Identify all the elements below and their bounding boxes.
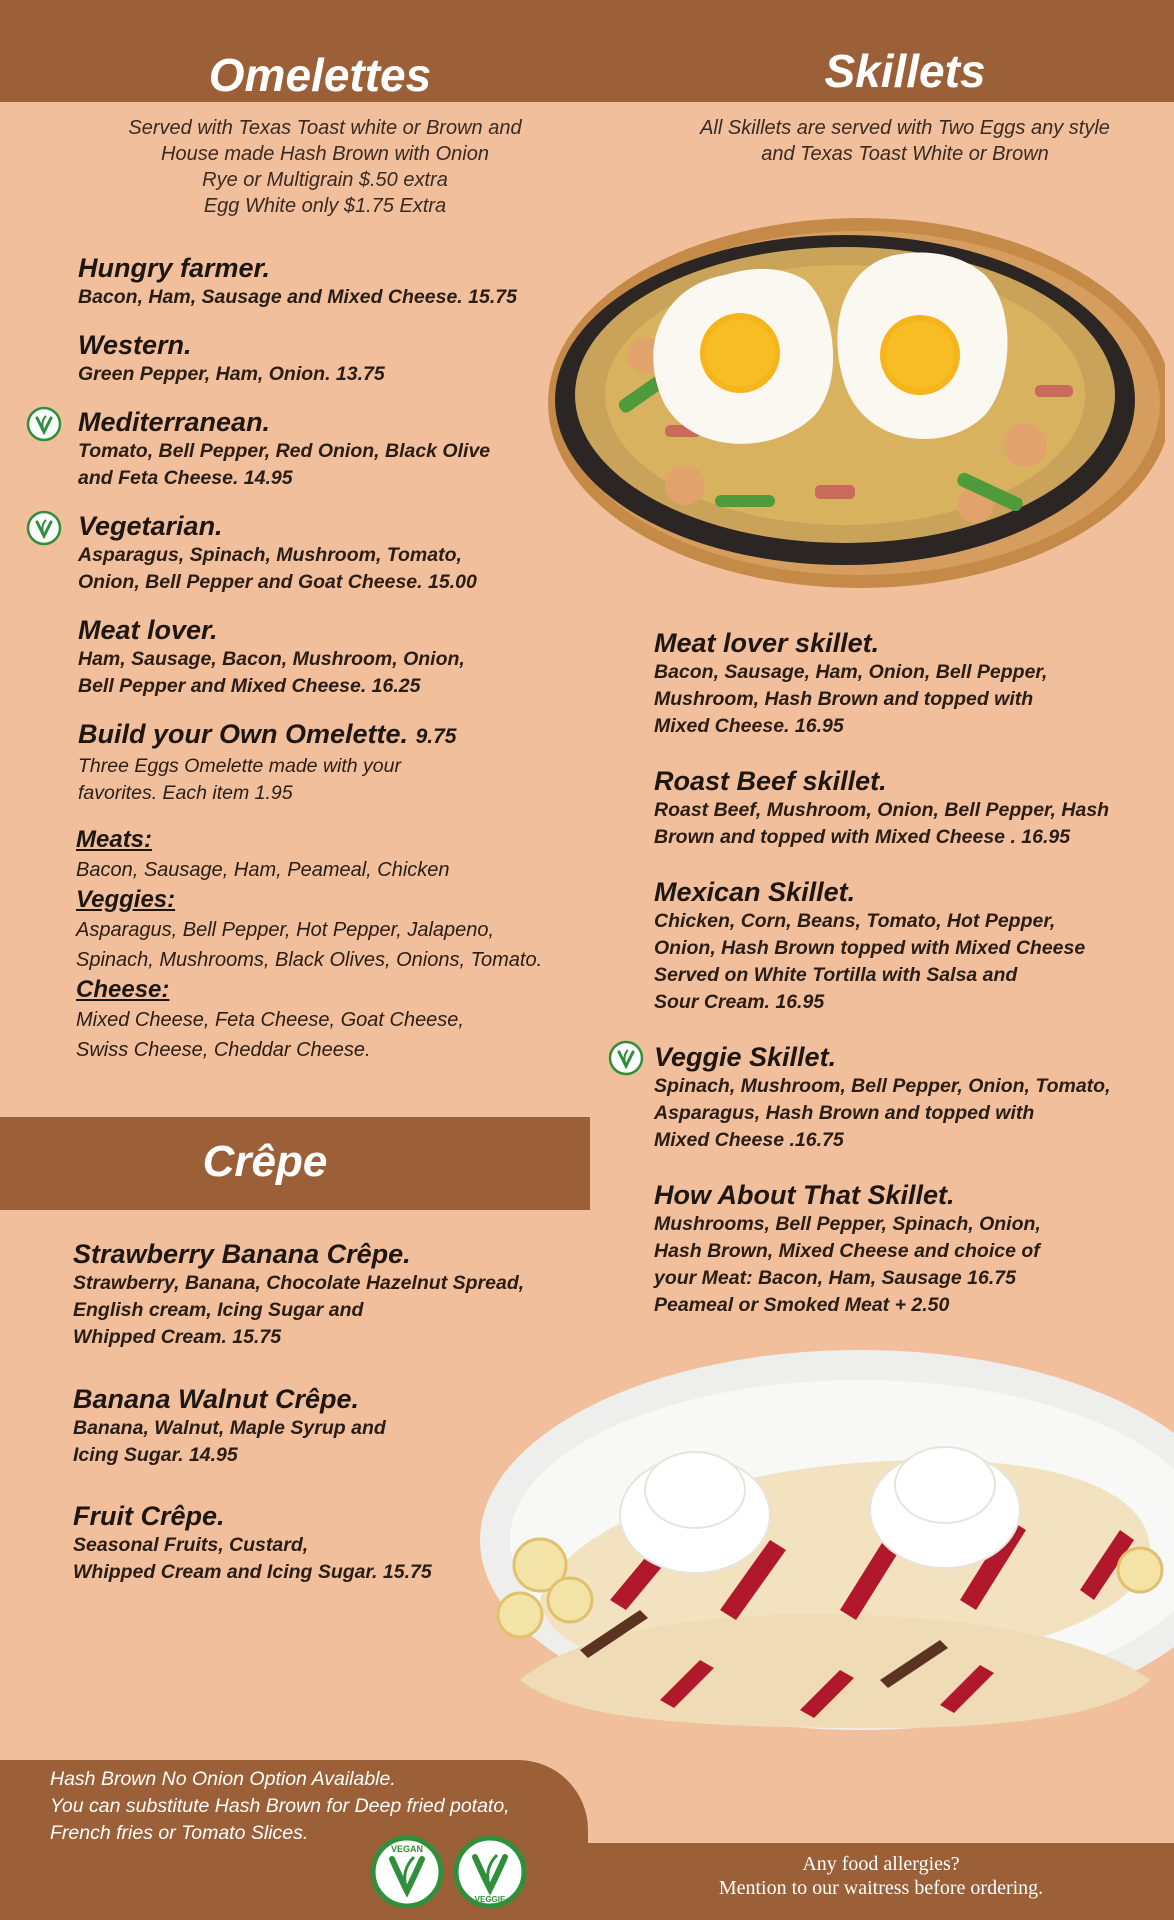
item-desc: Three Eggs Omelette made with your: [78, 755, 401, 777]
item-desc: Served on White Tortilla with Salsa and: [654, 964, 1018, 986]
note-line: Hash Brown No Onion Option Available.: [50, 1768, 396, 1790]
intro-line: Egg White only $1.75 Extra: [203, 195, 447, 217]
omelettes-intro: [90, 115, 560, 219]
category-list: Spinach, Mushrooms, Black Olives, Onions, Tomato.: [76, 949, 543, 971]
intro-line: Rye or Multigrain $.50 extra: [202, 169, 448, 191]
item-title: Roast Beef skillet.: [654, 766, 887, 796]
category-list: Mixed Cheese, Feta Cheese, Goat Cheese,: [76, 1009, 464, 1031]
allergy-text: [588, 1852, 1174, 1900]
veggie-badge-icon: [453, 1835, 527, 1909]
item-desc: Mixed Cheese. 16.95: [654, 715, 844, 737]
item-desc: Hash Brown, Mixed Cheese and choice of: [654, 1240, 1040, 1262]
omelettes-title: Omelettes: [208, 49, 432, 101]
crepe-photo: [460, 1350, 1174, 1760]
note-line: French fries or Tomato Slices.: [50, 1822, 309, 1844]
omelette-item-meat-lover: [78, 614, 578, 700]
item-title: Western.: [78, 330, 192, 360]
allergy-line: Any food allergies?: [802, 1853, 960, 1875]
item-desc: English cream, Icing Sugar and: [73, 1299, 364, 1321]
item-desc: and Feta Cheese. 14.95: [78, 467, 293, 489]
skillets-intro: [660, 115, 1150, 167]
item-title: Mediterranean.: [78, 407, 271, 437]
crepe-item-strawberry-banana: [73, 1238, 593, 1351]
skillet-item-roast-beef: [654, 765, 1164, 851]
vegan-leaf-icon: [26, 406, 62, 442]
item-desc: Seasonal Fruits, Custard,: [73, 1534, 309, 1556]
item-desc: Strawberry, Banana, Chocolate Hazelnut Spread,: [73, 1272, 525, 1294]
item-desc: Chicken, Corn, Beans, Tomato, Hot Pepper,: [654, 910, 1056, 932]
item-title: Meat lover.: [78, 615, 218, 645]
omelette-item-vegetarian: [78, 510, 578, 596]
omelette-item-western: [78, 329, 558, 388]
item-desc: Bell Pepper and Mixed Cheese. 16.25: [78, 675, 421, 697]
item-desc: Peameal or Smoked Meat + 2.50: [654, 1294, 950, 1316]
item-desc: Tomato, Bell Pepper, Red Onion, Black Olive: [78, 440, 491, 462]
item-title: Strawberry Banana Crêpe.: [73, 1239, 411, 1269]
item-title: Mexican Skillet.: [654, 877, 856, 907]
item-desc: Mushrooms, Bell Pepper, Spinach, Onion,: [654, 1213, 1041, 1235]
omelette-item-mediterranean: [78, 406, 578, 492]
item-desc: Sour Cream. 16.95: [654, 991, 825, 1013]
build-name: Build your Own Omelette.: [78, 719, 409, 749]
vegan-leaf-icon: [608, 1040, 644, 1076]
skillet-photo: [515, 185, 1165, 605]
vegan-leaf-icon: [26, 510, 62, 546]
note-line: You can substitute Hash Brown for Deep fried potato,: [50, 1795, 510, 1817]
item-desc: Ham, Sausage, Bacon, Mushroom, Onion,: [78, 648, 465, 670]
item-desc: Onion, Hash Brown topped with Mixed Cheese: [654, 937, 1086, 959]
item-desc: Mushroom, Hash Brown and topped with: [654, 688, 1034, 710]
omelette-categories: [76, 825, 596, 1065]
vegan-badge-icon: [370, 1835, 444, 1909]
intro-line: All Skillets are served with Two Eggs any style: [700, 117, 1110, 139]
crepe-title: Crêpe: [202, 1137, 328, 1186]
veggie-badge-label: VEGGIE: [474, 1895, 506, 1904]
item-desc: Bacon, Ham, Sausage and Mixed Cheese. 15.75: [78, 286, 517, 308]
category-title-cheese: Cheese:: [76, 976, 170, 1003]
category-list: Swiss Cheese, Cheddar Cheese.: [76, 1039, 371, 1061]
item-title: [78, 718, 578, 753]
item-desc: Whipped Cream. 15.75: [73, 1326, 282, 1348]
intro-line: Served with Texas Toast white or Brown and: [128, 117, 522, 139]
item-desc: Mixed Cheese .16.75: [654, 1129, 844, 1151]
item-desc: Spinach, Mushroom, Bell Pepper, Onion, Tomato,: [654, 1075, 1111, 1097]
item-desc: Asparagus, Hash Brown and topped with: [654, 1102, 1035, 1124]
item-title: Meat lover skillet.: [654, 628, 880, 658]
skillet-item-meat-lover: [654, 627, 1154, 740]
item-desc: Whipped Cream and Icing Sugar. 15.75: [73, 1561, 432, 1583]
skillet-item-mexican: [654, 876, 1164, 1016]
item-desc: Onion, Bell Pepper and Goat Cheese. 15.00: [78, 571, 477, 593]
vegan-badge-label: VEGAN: [390, 1844, 424, 1854]
skillet-item-veggie: [654, 1041, 1164, 1154]
item-desc: Asparagus, Spinach, Mushroom, Tomato,: [78, 544, 462, 566]
item-desc: Roast Beef, Mushroom, Onion, Bell Pepper, Hash: [654, 799, 1110, 821]
skillet-item-how-about-that: [654, 1179, 1164, 1319]
omelette-item-hungry-farmer: [78, 252, 558, 311]
item-desc: favorites. Each item 1.95: [78, 782, 293, 804]
item-desc: Green Pepper, Ham, Onion. 13.75: [78, 363, 385, 385]
allergy-line: Mention to our waitress before ordering.: [718, 1877, 1044, 1899]
item-title: How About That Skillet.: [654, 1180, 955, 1210]
intro-line: House made Hash Brown with Onion: [161, 143, 489, 165]
omelette-build-your-own: [78, 718, 578, 807]
item-title: Vegetarian.: [78, 511, 223, 541]
category-list: Bacon, Sausage, Ham, Peameal, Chicken: [76, 859, 450, 881]
intro-line: and Texas Toast White or Brown: [761, 143, 1049, 165]
item-title: Banana Walnut Crêpe.: [73, 1384, 360, 1414]
item-desc: Bacon, Sausage, Ham, Onion, Bell Pepper,: [654, 661, 1048, 683]
item-desc: Icing Sugar. 14.95: [73, 1444, 238, 1466]
build-price: 9.75: [415, 725, 457, 748]
item-title: Fruit Crêpe.: [73, 1501, 225, 1531]
category-title-veggies: Veggies:: [76, 886, 176, 913]
item-desc: your Meat: Bacon, Ham, Sausage 16.75: [654, 1267, 1016, 1289]
item-desc: Brown and topped with Mixed Cheese . 16.95: [654, 826, 1071, 848]
category-list: Asparagus, Bell Pepper, Hot Pepper, Jalapeno,: [76, 919, 495, 941]
item-desc: Banana, Walnut, Maple Syrup and: [73, 1417, 386, 1439]
category-title-meats: Meats:: [76, 826, 153, 853]
item-title: Hungry farmer.: [78, 253, 271, 283]
skillets-title: Skillets: [824, 45, 986, 97]
item-title: Veggie Skillet.: [654, 1042, 837, 1072]
